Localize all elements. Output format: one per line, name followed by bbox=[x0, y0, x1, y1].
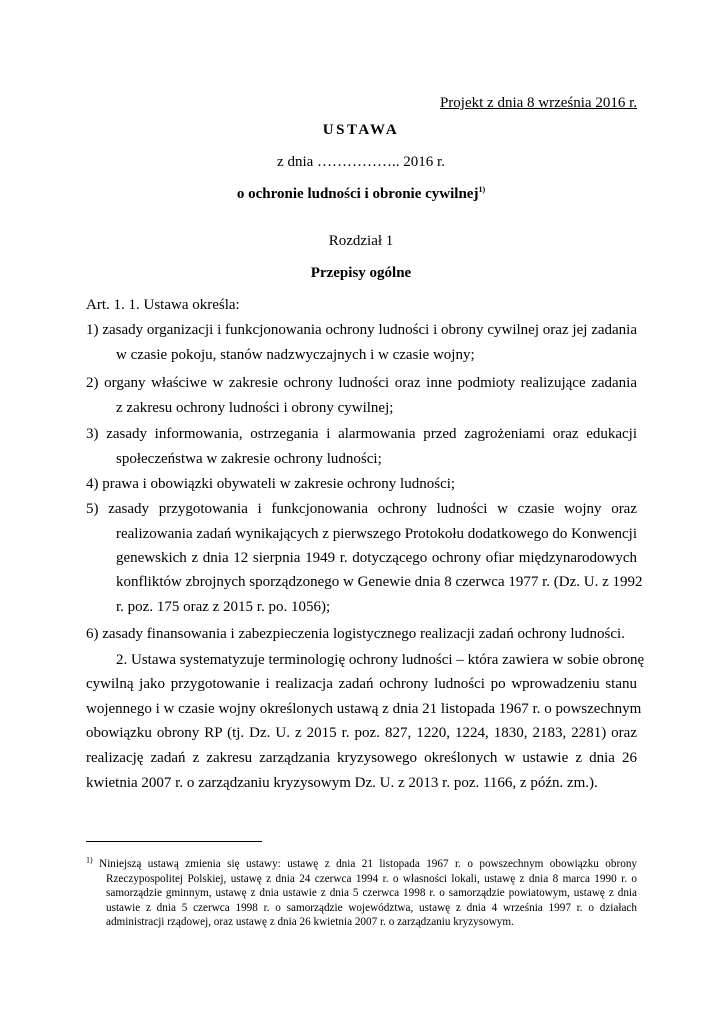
list-item-4 bbox=[86, 475, 455, 493]
list-item-5-line-5: r. poz. 175 oraz z 2015 r. po. 1056); bbox=[116, 599, 331, 615]
act-subject bbox=[86, 185, 636, 203]
chapter-heading: Przepisy ogólne bbox=[310, 265, 412, 281]
list-item-5-line-3: genewskich z dnia 12 sierpnia 1949 r. dotyczącego ochrony ofiar międzynarodowych bbox=[116, 550, 637, 566]
list-item-text: prawa i obowiązki obywateli w zakresie ochrony ludności; bbox=[102, 476, 456, 492]
list-item-text: zasady organizacji i funkcjonowania ochrony ludności i obrony cywilnej oraz jej zadania bbox=[102, 322, 638, 338]
list-item-2-rest: z zakresu ochrony ludności i obrony cywilnej; bbox=[116, 400, 394, 416]
footnote-mark: 1) bbox=[86, 855, 93, 865]
footnote-divider bbox=[86, 841, 262, 842]
list-item-5-first bbox=[86, 500, 637, 518]
act-title: USTAWA bbox=[322, 122, 400, 138]
project-date: Projekt z dnia 8 września 2016 r. bbox=[439, 95, 637, 111]
list-item-6 bbox=[86, 625, 625, 643]
list-item-text: zasady informowania, ostrzegania i alarmowania przed zagrożeniami oraz edukacji bbox=[106, 426, 638, 442]
list-item-5-line-2: realizowania zadań wynikających z pierwszego Protokołu dodatkowego do Konwencji bbox=[116, 526, 637, 542]
list-item-number: 6) bbox=[86, 626, 99, 642]
footnote bbox=[86, 857, 637, 930]
list-item-number: 1) bbox=[86, 322, 99, 338]
act-date-line: z dnia …………….. 2016 r. bbox=[277, 154, 445, 170]
list-item-3-rest: społeczeństwa w zakresie ochrony ludności; bbox=[116, 451, 382, 467]
act-subject-text: o ochronie ludności i obronie cywilnej bbox=[236, 186, 479, 202]
list-item-number: 5) bbox=[86, 501, 99, 517]
list-item-3-first bbox=[86, 425, 637, 443]
para2-line-1: 2. Ustawa systematyzuje terminologię ochrony ludności – która zawiera w sobie obronę bbox=[116, 652, 645, 668]
footnote-reference: 1) bbox=[478, 185, 486, 194]
list-item-number: 4) bbox=[86, 476, 99, 492]
para2-line-5: realizację zadań z zakresu zarządzania kryzysowego określonych w ustawie z dnia 26 bbox=[86, 750, 637, 766]
list-item-text: organy właściwe w zakresie ochrony ludności oraz inne podmioty realizujące zadania bbox=[104, 375, 637, 391]
para2-line-6: kwietnia 2007 r. o zarządzaniu kryzysowym Dz. U. z 2013 r. poz. 1166, z późn. zm.). bbox=[86, 775, 598, 791]
list-item-number: 2) bbox=[86, 375, 99, 391]
list-item-1-first bbox=[86, 321, 637, 339]
chapter-label: Rozdział 1 bbox=[328, 233, 394, 249]
list-item-number: 3) bbox=[86, 426, 99, 442]
list-item-text: zasady finansowania i zabezpieczenia logistycznego realizacji zadań ochrony ludności. bbox=[102, 626, 625, 642]
footnote-body bbox=[86, 857, 637, 930]
para2-line-2: cywilną jako przygotowanie i realizacja zadań ochrony ludności po wprowadzeniu stanu bbox=[86, 676, 637, 692]
footnote-text: Niniejszą ustawą zmienia się ustawy: ustawę z dnia 21 listopada 1967 r. o powszechnym obowiązku obrony Rzeczypospolitej Polskiej, ustawę z dnia 24 czerwca 1994 r. o własności lokali, ustawę z dnia 8 marca 1990 r. o samorządzie gminnym, ustawę z dnia ustawie z dnia 5 czerwca 1998 r. o samorządzie powiatowym, ustawę z dnia ustawie z dnia 5 czerwca 1998 r. o samorządzie województwa, ustawę z dnia 4 września 1997 r. o działach administracji rządowej, oraz ustawę z dnia 26 kwietnia 2007 r. o zarządzaniu kryzysowym. bbox=[99, 858, 638, 929]
para2-line-3: wojennego i w czasie wojny określonych ustawą z dnia 21 listopada 1967 r. o powszechnym bbox=[86, 701, 642, 717]
article-intro: Art. 1. 1. Ustawa określa: bbox=[86, 297, 240, 313]
list-item-text: zasady przygotowania i funkcjonowania ochrony ludności w czasie wojny oraz bbox=[108, 501, 638, 517]
list-item-2-first bbox=[86, 374, 637, 392]
list-item-1-rest: w czasie pokoju, stanów nadzwyczajnych i w czasie wojny; bbox=[116, 347, 475, 363]
para2-line-4: obowiązku obrony RP (tj. Dz. U. z 2015 r. poz. 827, 1220, 1224, 1830, 2183, 2281) oraz bbox=[86, 725, 637, 741]
list-item-5-line-4: konfliktów zbrojnych sporządzonego w Genewie dnia 8 czerwca 1977 r. (Dz. U. z 1992 bbox=[116, 574, 643, 590]
